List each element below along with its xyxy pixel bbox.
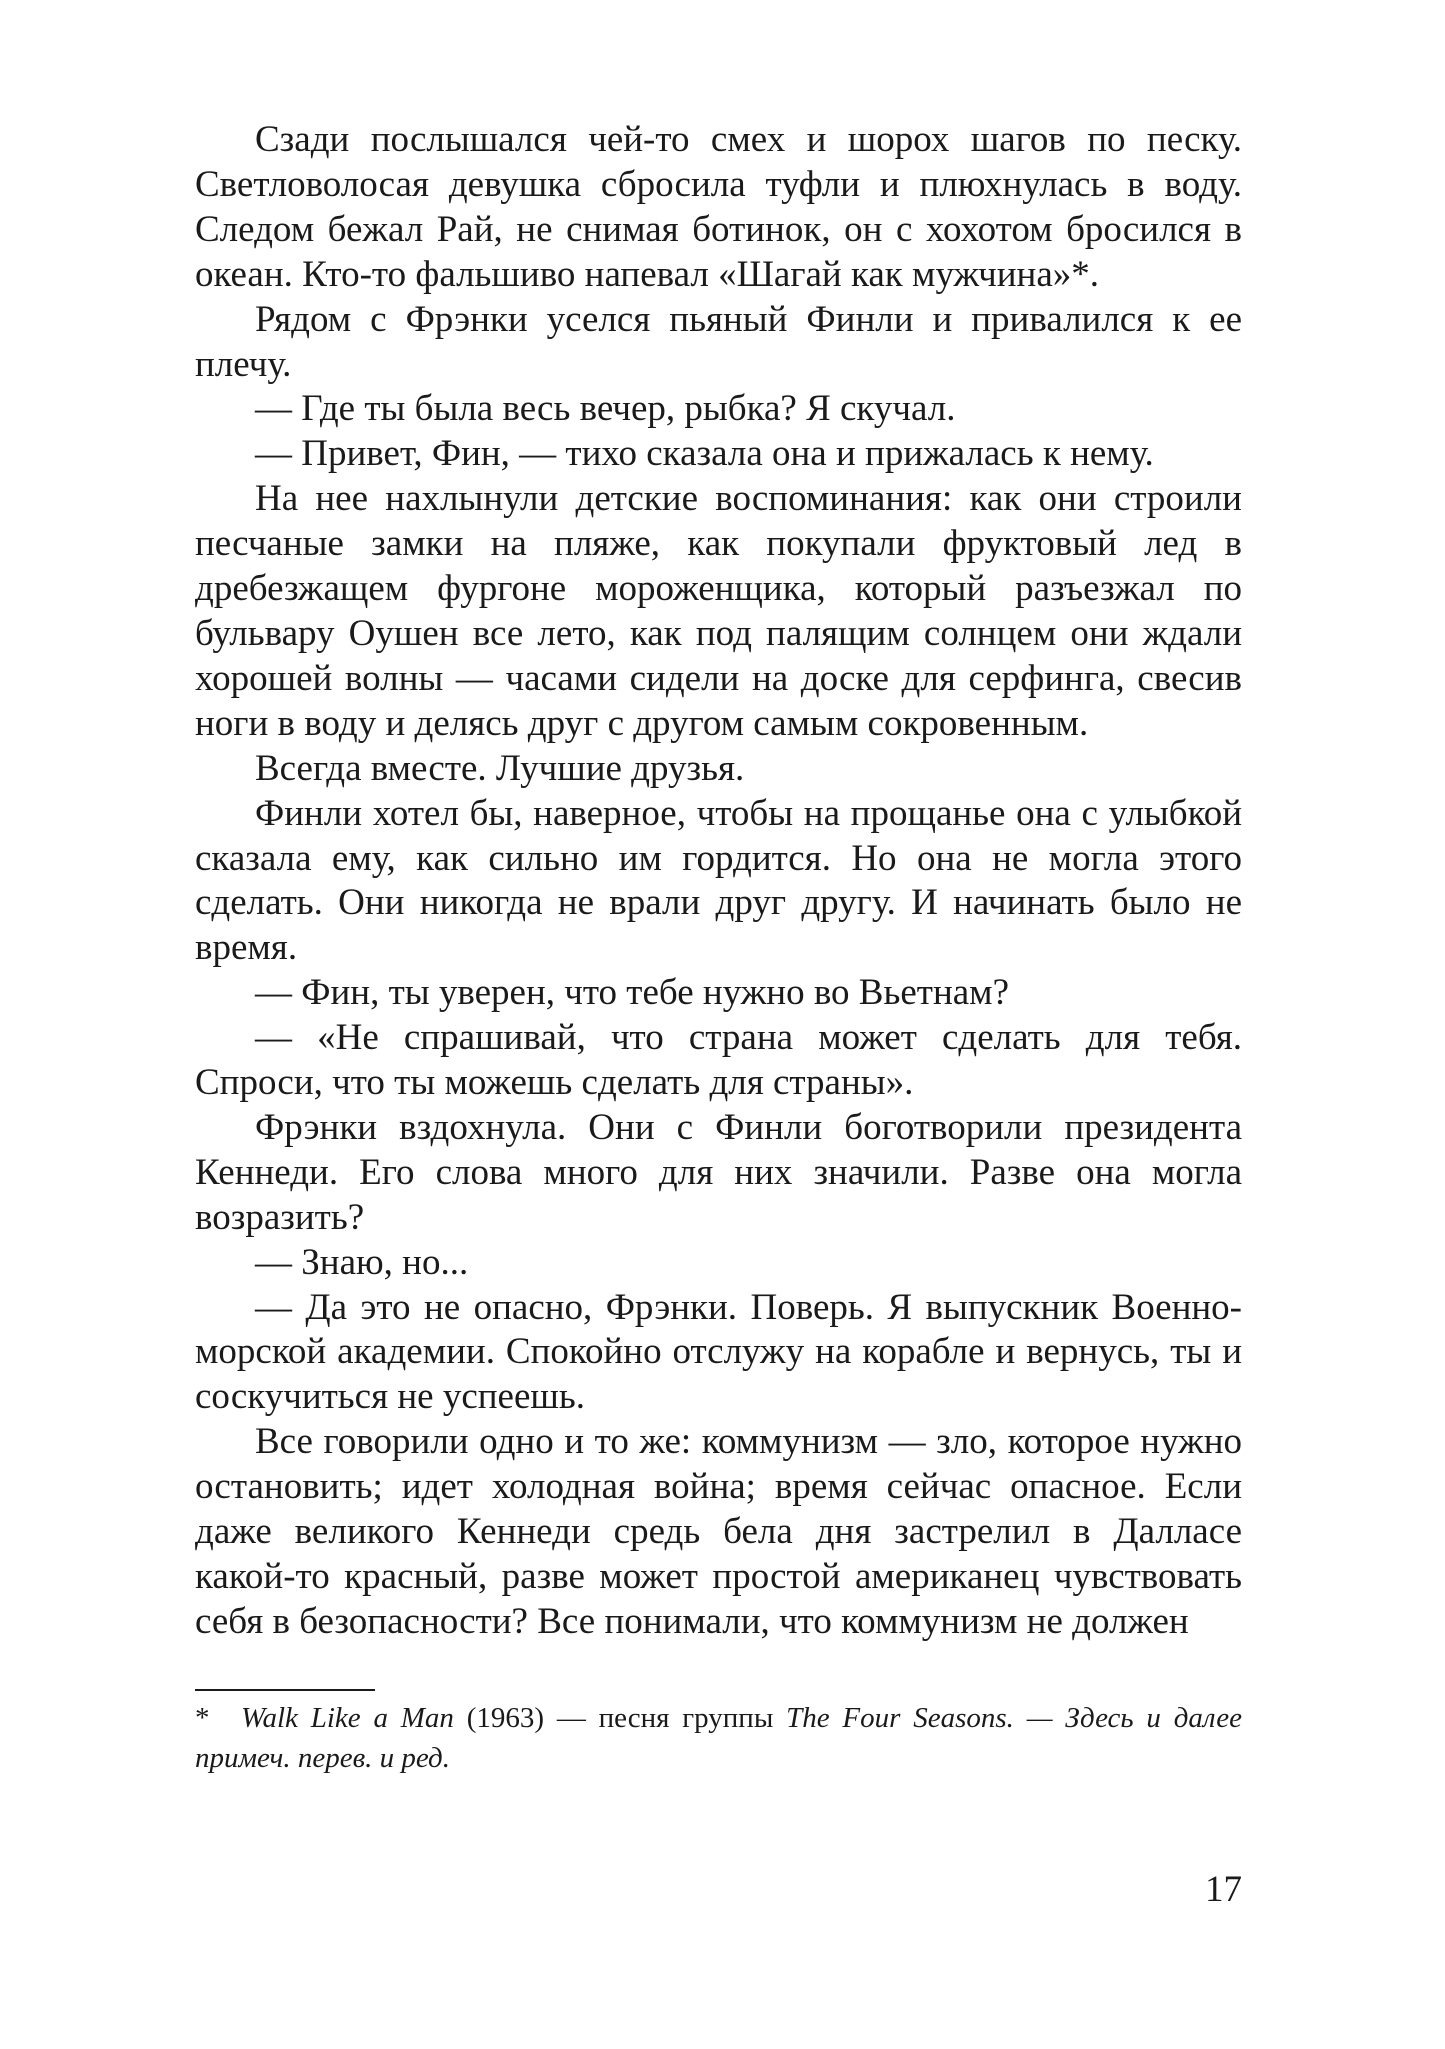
footnote-song-title: Walk Like a Man <box>241 1702 454 1734</box>
paragraph: Всегда вместе. Лучшие друзья. <box>255 747 745 789</box>
paragraph: — Где ты была весь вечер, рыбка? Я скучал. <box>255 388 956 430</box>
paragraph: Рядом с Фрэнки уселся пьяный Финли и привалился к ее плечу. <box>195 298 1242 385</box>
body-text <box>195 118 1242 1645</box>
paragraph: — Фин, ты уверен, что тебе нужно во Вьетнам? <box>255 972 1010 1014</box>
paragraph: На нее нахлынули детские воспоминания: как они строили песчаные замки на пляже, как покупали фруктовый лед в дребезжащем фургоне мороженщика, который разъезжал по бульвару Оушен все лето, как под палящим солнцем они ждали хорошей волны — часами сидели на доске для серфинга, свесив ноги в воду и делясь друг с другом самым сокровенным. <box>195 478 1242 744</box>
footnote-divider <box>195 1689 375 1691</box>
footnote-mark: * <box>195 1702 210 1734</box>
paragraph: Сзади послышался чей-то смех и шорох шагов по песку. Светловолосая девушка сбросила туфли и плюхнулась в воду. Следом бежал Рай, не снимая ботинок, он с хохотом бросился в океан. Кто-то фальшиво напевал «Шагай как мужчина»*. <box>195 119 1242 295</box>
paragraph: — Да это не опасно, Фрэнки. Поверь. Я выпускник Военно-морской академии. Спокойно отслужу на корабле и вернусь, ты и соскучиться не успеешь. <box>195 1286 1242 1418</box>
paragraph: — Знаю, но... <box>255 1241 469 1283</box>
page-body <box>195 118 1242 1645</box>
paragraph: Все говорили одно и то же: коммунизм — зло, которое нужно остановить; идет холодная война; время сейчас опасное. Если даже великого Кеннеди средь бела дня застрелил в Далласе какой-то красный, разве может простой американец чувствовать себя в безопасности? Все понимали, что коммунизм не должен <box>195 1421 1242 1642</box>
paragraph: — Привет, Фин, — тихо сказала она и прижалась к нему. <box>255 433 1154 475</box>
footnote <box>195 1698 1242 1778</box>
page-number: 17 <box>1205 1869 1242 1910</box>
footnote-band-note: The Four Seasons. — Здесь и далее примеч. перев. и ред. <box>195 1702 1243 1774</box>
footnote-text: (1963) — песня группы <box>453 1702 787 1734</box>
paragraph: — «Не спрашивай, что страна может сделать для тебя. Спроси, что ты можешь сделать для страны». <box>195 1017 1242 1104</box>
paragraph: Фрэнки вздохнула. Они с Финли боготворили президента Кеннеди. Его слова много для них значили. Разве она могла возразить? <box>195 1106 1242 1238</box>
paragraph: Финли хотел бы, наверное, чтобы на прощанье она с улыбкой сказала ему, как сильно им гордится. Но она не могла этого сделать. Они никогда не врали друг другу. И начинать было не время. <box>195 792 1242 969</box>
